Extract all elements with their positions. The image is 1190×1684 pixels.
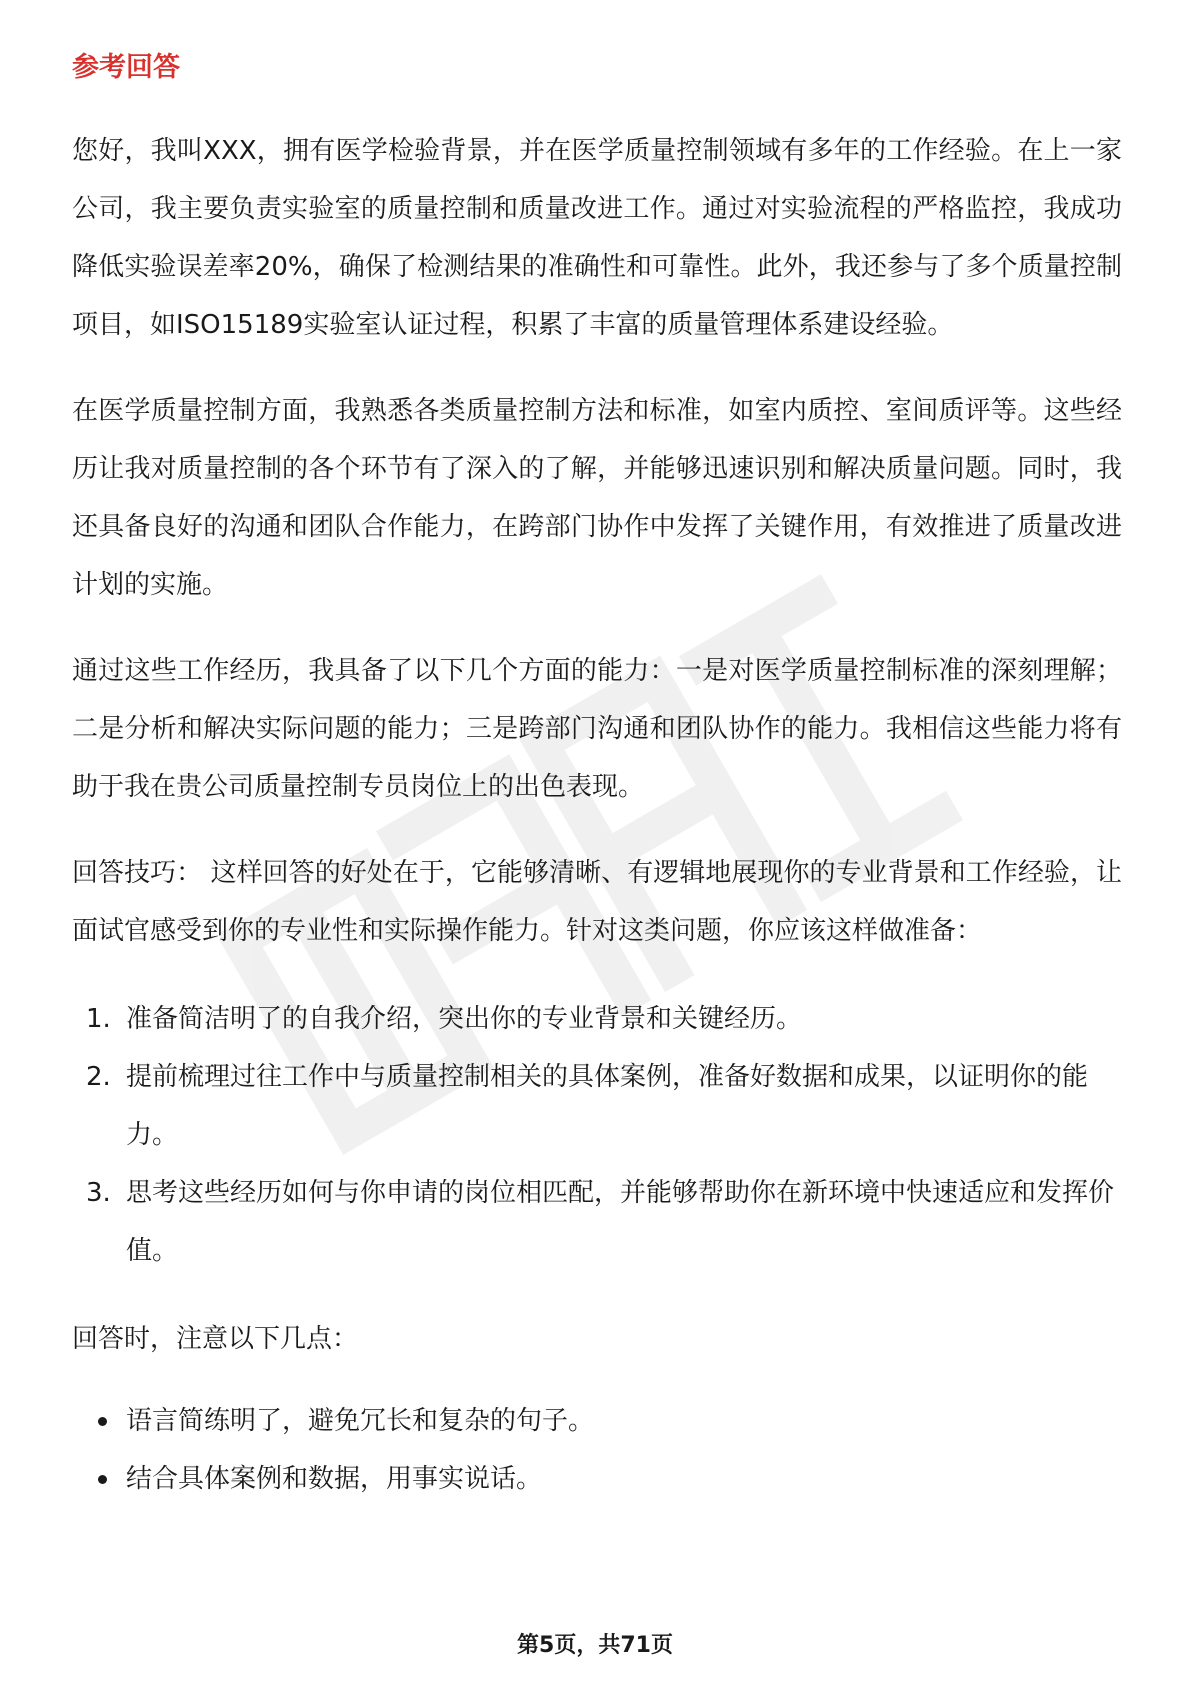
list-number: 3.: [86, 1178, 111, 1208]
answer-tip-paragraph: 回答技巧： 这样回答的好处在于，它能够清晰、有逻辑地展现你的专业背景和工作经验，让面试官感受到你的专业性和实际操作能力。针对这类问题，你应该这样做准备：: [72, 858, 1122, 946]
list-number: 1.: [86, 1004, 111, 1034]
list-item: [72, 1392, 1122, 1450]
document-page: [72, 48, 1122, 1508]
list-item-text: 思考这些经历如何与你申请的岗位相匹配，并能够帮助你在新环境中快速适应和发挥价值。: [126, 1178, 1115, 1266]
section-heading: 参考回答: [72, 52, 180, 83]
list-item: [72, 1450, 1122, 1508]
notes-intro: 回答时，注意以下几点：: [72, 1324, 359, 1354]
notes-bullet-list: [72, 1392, 1122, 1508]
list-item-text: 语言简练明了，避免冗长和复杂的句子。: [126, 1406, 595, 1436]
list-item: [72, 1048, 1122, 1164]
bullet-dot-icon: [98, 1417, 107, 1426]
list-item-text: 结合具体案例和数据，用事实说话。: [126, 1464, 543, 1494]
bullet-dot-icon: [98, 1475, 107, 1484]
list-number: 2.: [86, 1062, 111, 1092]
answer-paragraph-2: 在医学质量控制方面，我熟悉各类质量控制方法和标准，如室内质控、室间质评等。这些经历让我对质量控制的各个环节有了深入的了解，并能够迅速识别和解决质量问题。同时，我还具备良好的沟通和团队合作能力，在跨部门协作中发挥了关键作用，有效推进了质量改进计划的实施。: [72, 396, 1122, 600]
answer-paragraph-1: 您好，我叫XXX，拥有医学检验背景，并在医学质量控制领域有多年的工作经验。在上一家公司，我主要负责实验室的质量控制和质量改进工作。通过对实验流程的严格监控，我成功降低实验误差率20%，确保了检测结果的准确性和可靠性。此外，我还参与了多个质量控制项目，如ISO15189实验室认证过程，积累了丰富的质量管理体系建设经验。: [72, 136, 1122, 340]
list-item-text: 提前梳理过往工作中与质量控制相关的具体案例，准备好数据和成果，以证明你的能力。: [126, 1062, 1089, 1150]
list-item: [72, 1164, 1122, 1280]
answer-paragraph-3: 通过这些工作经历，我具备了以下几个方面的能力：一是对医学质量控制标准的深刻理解；二是分析和解决实际问题的能力；三是跨部门沟通和团队协作的能力。我相信这些能力将有助于我在贵公司质量控制专员岗位上的出色表现。: [72, 656, 1122, 802]
preparation-steps-list: [72, 990, 1122, 1280]
page-number-footer: 第5页，共71页: [517, 1633, 673, 1658]
list-item-text: 准备简洁明了的自我介绍，突出你的专业背景和关键经历。: [126, 1004, 803, 1034]
list-item: [72, 990, 1122, 1048]
